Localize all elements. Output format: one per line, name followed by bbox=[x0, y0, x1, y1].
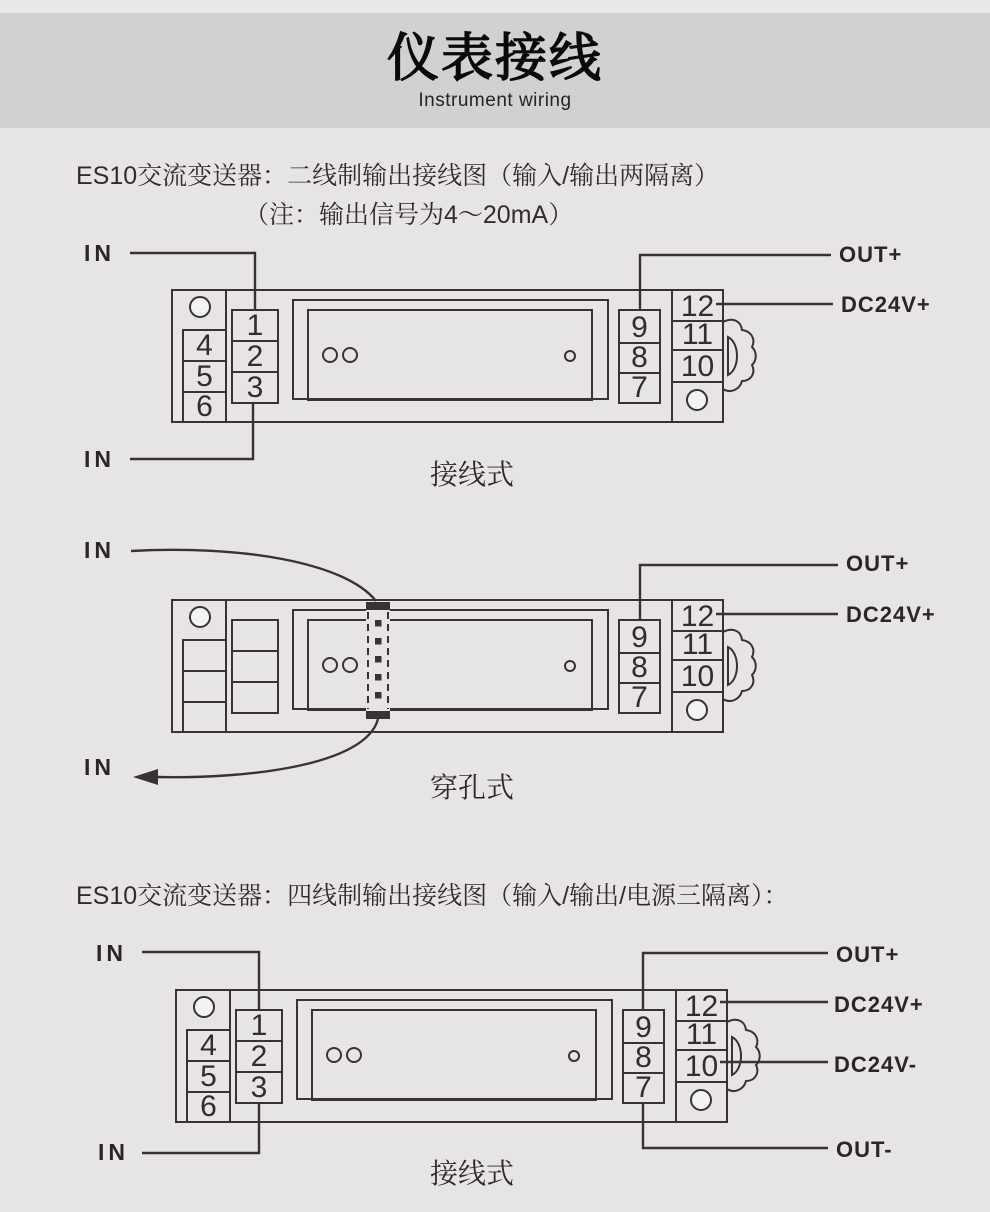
terminal-number: 9 bbox=[631, 311, 648, 344]
terminal-number: 2 bbox=[250, 1040, 268, 1073]
terminal-number: 5 bbox=[200, 1060, 217, 1093]
wire-in-bottom bbox=[130, 404, 253, 459]
terminal-number: 4 bbox=[196, 329, 213, 362]
terminal-number: 4 bbox=[200, 1029, 217, 1062]
caption-through-hole-type: 穿孔式 bbox=[429, 772, 514, 803]
terminal-number: 10 bbox=[680, 350, 715, 383]
diagram-through-hole bbox=[131, 550, 838, 785]
label-in-bottom: IN bbox=[84, 754, 115, 780]
terminal-number: 1 bbox=[246, 309, 264, 342]
label-in-top: IN bbox=[84, 537, 115, 563]
diagram-two-wire bbox=[130, 253, 833, 459]
label-dc24v-plus: DC24V+ bbox=[841, 292, 931, 317]
caption-terminal-type: 接线式 bbox=[429, 1158, 514, 1189]
label-dc24v-plus: DC24V+ bbox=[834, 992, 924, 1017]
terminal-number: 3 bbox=[246, 371, 264, 404]
terminal-number: 7 bbox=[631, 371, 648, 404]
terminal-number: 12 bbox=[680, 290, 715, 323]
terminal-number: 12 bbox=[684, 990, 719, 1023]
section-four-wire-heading: ES10交流变送器：四线制输出接线图（输入/输出/电源三隔离）： bbox=[76, 882, 789, 910]
label-in-top: IN bbox=[84, 240, 115, 266]
terminal-number: 5 bbox=[196, 360, 213, 393]
wire-in-bottom-curve bbox=[156, 719, 378, 777]
label-out-minus: OUT- bbox=[836, 1137, 893, 1162]
terminal-number: 11 bbox=[681, 628, 714, 661]
terminal-number: 1 bbox=[250, 1009, 268, 1042]
section-two-wire-note: （注：输出信号为4～20mA） bbox=[244, 201, 574, 229]
terminal-number: 9 bbox=[631, 621, 648, 654]
terminal-number: 7 bbox=[631, 681, 648, 714]
terminal-number: 9 bbox=[635, 1011, 652, 1044]
wire-out-plus bbox=[640, 255, 831, 309]
through-hole-channel bbox=[366, 602, 390, 719]
section-two-wire-heading: ES10交流变送器：二线制输出接线图（输入/输出两隔离） bbox=[76, 162, 720, 190]
label-in-bottom: IN bbox=[98, 1139, 129, 1165]
transmitter-body bbox=[172, 600, 756, 732]
terminal-number: 10 bbox=[684, 1050, 719, 1083]
label-out-plus: OUT+ bbox=[846, 551, 910, 576]
diagram-four-wire bbox=[142, 952, 828, 1153]
label-in-bottom: IN bbox=[84, 446, 115, 472]
caption-terminal-type: 接线式 bbox=[429, 459, 514, 490]
wires bbox=[131, 550, 838, 777]
wire-in-top-curve bbox=[131, 550, 376, 601]
terminal-number: 6 bbox=[196, 390, 213, 423]
label-in-top: IN bbox=[96, 940, 127, 966]
wire-out-plus bbox=[640, 565, 838, 620]
terminal-number: 6 bbox=[200, 1090, 217, 1123]
label-dc24v-minus: DC24V- bbox=[834, 1052, 918, 1077]
terminal-number: 8 bbox=[631, 651, 648, 684]
terminal-number: 2 bbox=[246, 340, 264, 373]
label-out-plus: OUT+ bbox=[836, 942, 900, 967]
label-dc24v-plus: DC24V+ bbox=[846, 602, 936, 627]
terminal-number: 7 bbox=[635, 1071, 652, 1104]
page-subtitle: Instrument wiring bbox=[418, 90, 572, 112]
terminal-number: 11 bbox=[685, 1018, 718, 1051]
terminal-number: 3 bbox=[250, 1071, 268, 1104]
page-title: 仪表接线 bbox=[386, 30, 603, 88]
wire-out-minus bbox=[643, 1103, 828, 1148]
label-out-plus: OUT+ bbox=[839, 242, 903, 267]
terminal-number: 8 bbox=[631, 341, 648, 374]
terminal-number: 12 bbox=[680, 600, 715, 633]
input-arrow-icon bbox=[133, 769, 158, 785]
terminal-number: 10 bbox=[680, 660, 715, 693]
terminal-number: 11 bbox=[681, 318, 714, 351]
terminal-number: 8 bbox=[635, 1041, 652, 1074]
